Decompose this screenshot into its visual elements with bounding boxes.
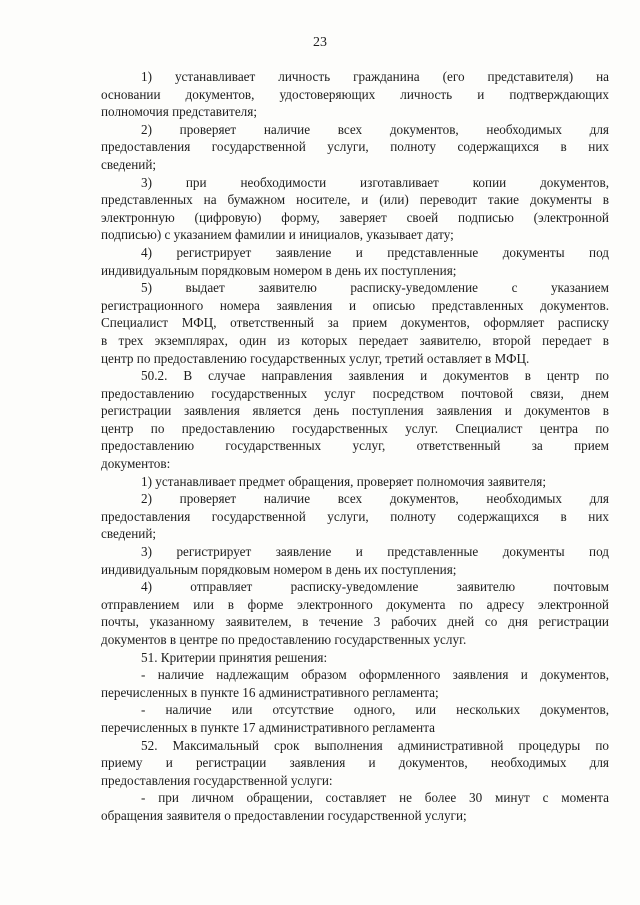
text-line: 5) выдает заявителю расписку-уведомление с указанием bbox=[141, 280, 609, 296]
text-line: приему и регистрации заявления и документов, необходимых для bbox=[101, 755, 609, 771]
text-line: индивидуальным порядковым номером в день их поступления; bbox=[101, 561, 457, 577]
text-line: центр по предоставлению государственных услуг, третий оставляет в МФЦ. bbox=[101, 350, 530, 366]
text-line: 2) проверяет наличие всех документов, необходимых для bbox=[141, 491, 609, 507]
text-line: полномочия представителя; bbox=[101, 104, 257, 120]
paragraph-p12 bbox=[101, 666, 609, 701]
text-line: перечисленных в пункте 17 административного регламента bbox=[101, 719, 436, 735]
text-line: представленных на бумажном носителе, и (или) переводит такие документы в bbox=[101, 192, 609, 208]
text-line: предоставлению государственных услуг посредством почтовой связи, днем bbox=[101, 385, 609, 401]
text-line: - при личном обращении, составляет не более 30 минут с момента bbox=[141, 790, 609, 806]
paragraph-p5 bbox=[101, 279, 609, 367]
paragraph-p11 bbox=[101, 649, 609, 667]
text-line: обращения заявителя о предоставлении государственной услуги; bbox=[101, 807, 467, 823]
text-line: документов в центре по предоставлению государственных услуг. bbox=[101, 632, 467, 647]
text-line: - наличие надлежащим образом оформленного заявления и документов, bbox=[141, 667, 609, 683]
paragraph-p8 bbox=[101, 490, 609, 543]
text-line: предоставления государственной услуги: bbox=[101, 772, 333, 788]
paragraph-p4 bbox=[101, 244, 609, 279]
text-line: сведений; bbox=[101, 156, 157, 172]
text-line: Специалист МФЦ, ответственный за прием документов, оформляет расписку bbox=[101, 315, 609, 331]
paragraph-p1 bbox=[101, 68, 609, 121]
text-line: 2) проверяет наличие всех документов, необходимых для bbox=[141, 121, 609, 137]
paragraph-p9 bbox=[101, 543, 609, 578]
paragraph-p13 bbox=[101, 701, 609, 736]
text-line: - наличие или отсутствие одного, или нескольких документов, bbox=[141, 702, 609, 718]
text-line: перечисленных в пункте 16 административного регламента; bbox=[101, 684, 439, 700]
text-line: 51. Критерии принятия решения: bbox=[141, 649, 328, 665]
paragraph-p2 bbox=[101, 121, 609, 174]
document-body bbox=[101, 68, 609, 825]
text-line: предоставления государственной услуги, полноту содержащихся в них bbox=[101, 139, 609, 155]
paragraph-p15 bbox=[101, 789, 609, 824]
text-line: 1) устанавливает личность гражданина (его представителя) на bbox=[141, 69, 609, 84]
paragraph-p7 bbox=[101, 473, 609, 491]
text-line: предоставления государственной услуги, полноту содержащихся в них bbox=[101, 508, 609, 524]
paragraph-p10 bbox=[101, 578, 609, 648]
text-line: регистрации заявления является день поступления заявления и документов в bbox=[101, 403, 609, 419]
paragraph-p14 bbox=[101, 737, 609, 790]
paragraph-p6 bbox=[101, 367, 609, 473]
text-line: 52. Максимальный срок выполнения административной процедуры по bbox=[141, 737, 609, 753]
page-number: 23 bbox=[313, 35, 327, 50]
text-line: в трех экземплярах, один из которых передает заявителю, второй передает в bbox=[101, 332, 609, 348]
text-line: документов: bbox=[101, 456, 171, 472]
text-line: 4) регистрирует заявление и представленные документы под bbox=[141, 244, 609, 260]
text-line: регистрационного номера заявления и описью представленных документов. bbox=[101, 297, 609, 313]
text-line: основании документов, удостоверяющих личность и подтверждающих bbox=[101, 86, 609, 102]
text-line: 4) отправляет расписку-уведомление заявителю почтовым bbox=[141, 579, 609, 595]
text-line: сведений; bbox=[101, 526, 157, 542]
text-line: отправлением или в форме электронного документа по адресу электронной bbox=[101, 596, 609, 612]
text-line: предоставлению государственных услуг, ответственный за прием bbox=[101, 438, 609, 454]
text-line: индивидуальным порядковым номером в день их поступления; bbox=[101, 262, 457, 278]
text-line: подписью) с указанием фамилии и инициалов, указывает дату; bbox=[101, 227, 454, 243]
text-line: центр по предоставлению государственных услуг. Специалист центра по bbox=[101, 420, 609, 436]
text-line: электронную (цифровую) форму, заверяет своей подписью (электронной bbox=[101, 209, 609, 225]
paragraph-p3 bbox=[101, 174, 609, 244]
text-line: почты, указанному заявителем, в течение 3 рабочих дней со дня регистрации bbox=[101, 614, 609, 630]
text-line: 3) при необходимости изготавливает копии документов, bbox=[141, 174, 609, 190]
text-line: 1) устанавливает предмет обращения, проверяет полномочия заявителя; bbox=[141, 473, 547, 489]
text-line: 50.2. В случае направления заявления и документов в центр по bbox=[141, 368, 609, 384]
text-line: 3) регистрирует заявление и представленные документы под bbox=[141, 544, 609, 560]
